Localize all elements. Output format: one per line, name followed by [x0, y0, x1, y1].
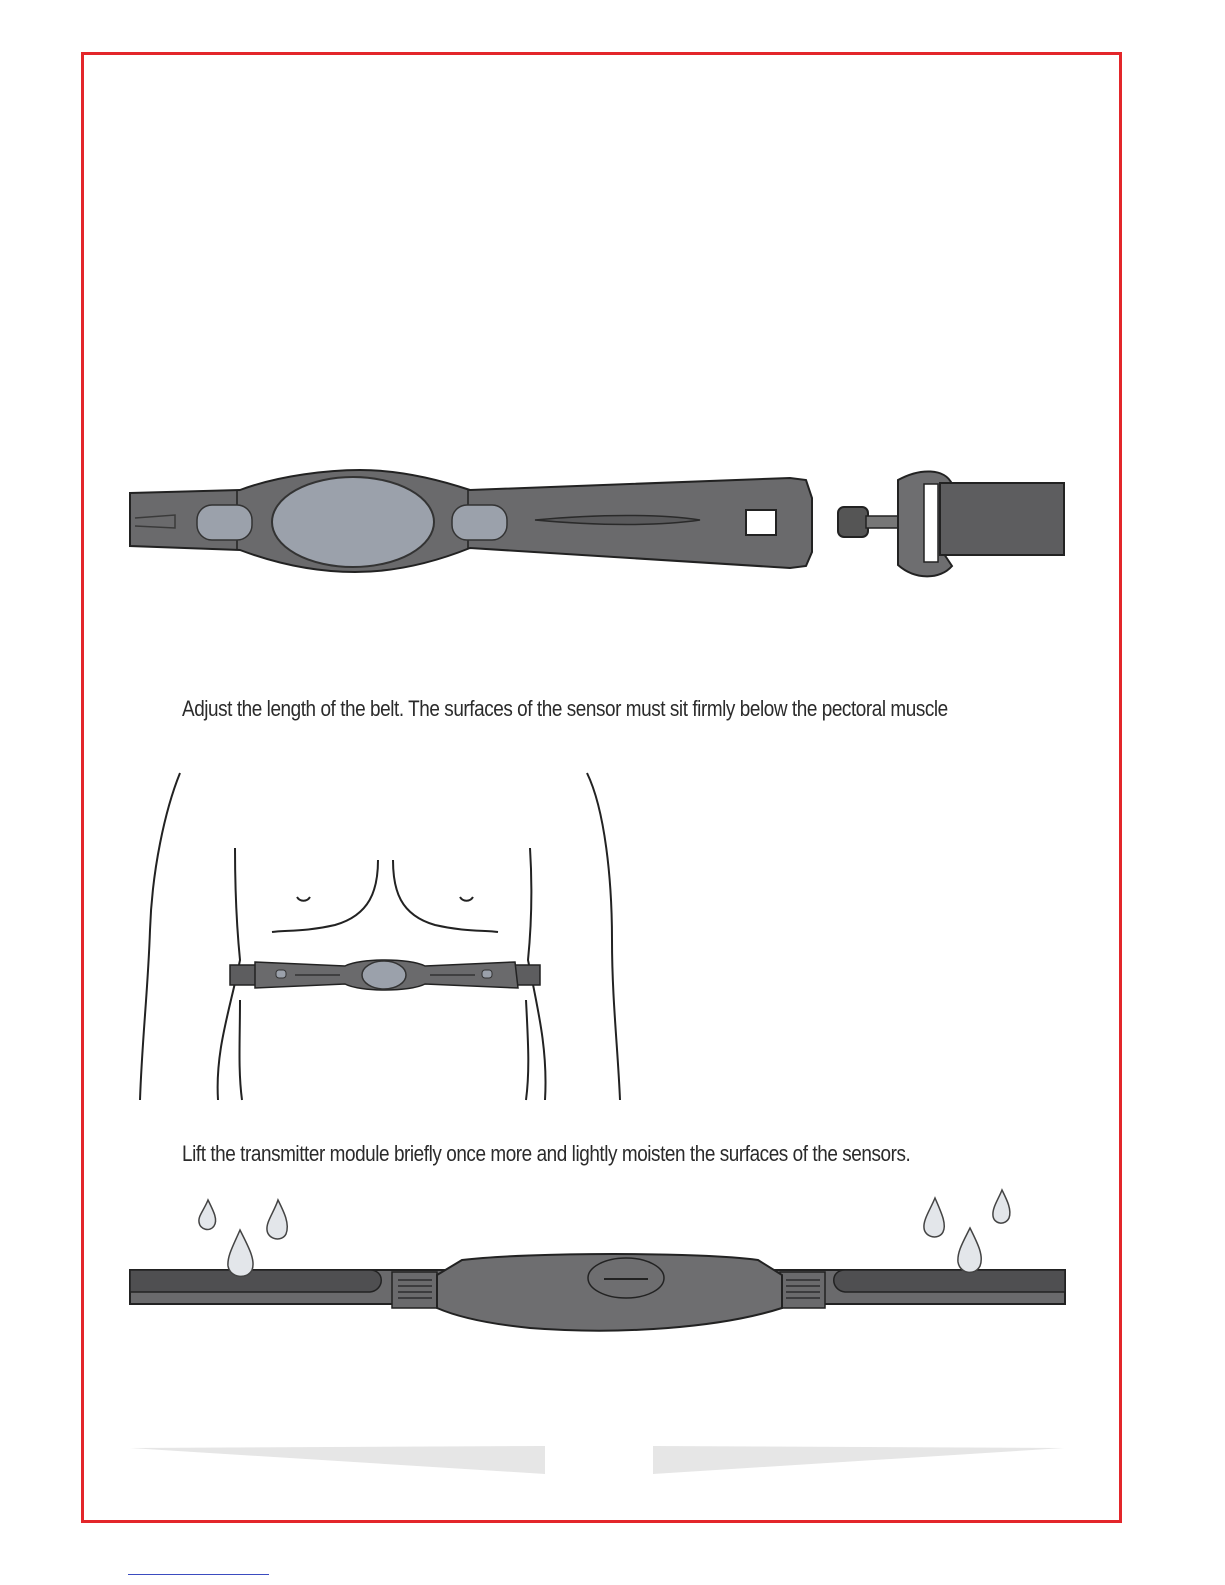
caption-adjust-belt: Adjust the length of the belt. The surfaces of the sensor must sit firmly below the pectoral muscle: [182, 696, 948, 721]
caption-moisten-sensors: Lift the transmitter module briefly once more and lightly moisten the surfaces of the sensors.: [182, 1141, 911, 1166]
water-drop-icon: [958, 1228, 981, 1272]
water-drop-icon: [924, 1198, 944, 1237]
figure-belt-with-drops: [130, 1190, 1065, 1331]
water-drop-icon: [993, 1190, 1010, 1223]
sensor-pad: [272, 477, 434, 567]
footer-rule: [128, 1574, 269, 1575]
footer-decoration: [130, 1446, 1064, 1474]
worn-belt: [230, 960, 540, 990]
elastic-strap: [940, 483, 1064, 555]
water-drop-icon: [228, 1230, 253, 1276]
belt-slot: [746, 510, 776, 535]
water-drop-icon: [199, 1200, 216, 1229]
figure-torso: [140, 773, 620, 1100]
figure-belt-and-buckle: [130, 470, 1064, 576]
water-drop-icon: [267, 1200, 287, 1239]
